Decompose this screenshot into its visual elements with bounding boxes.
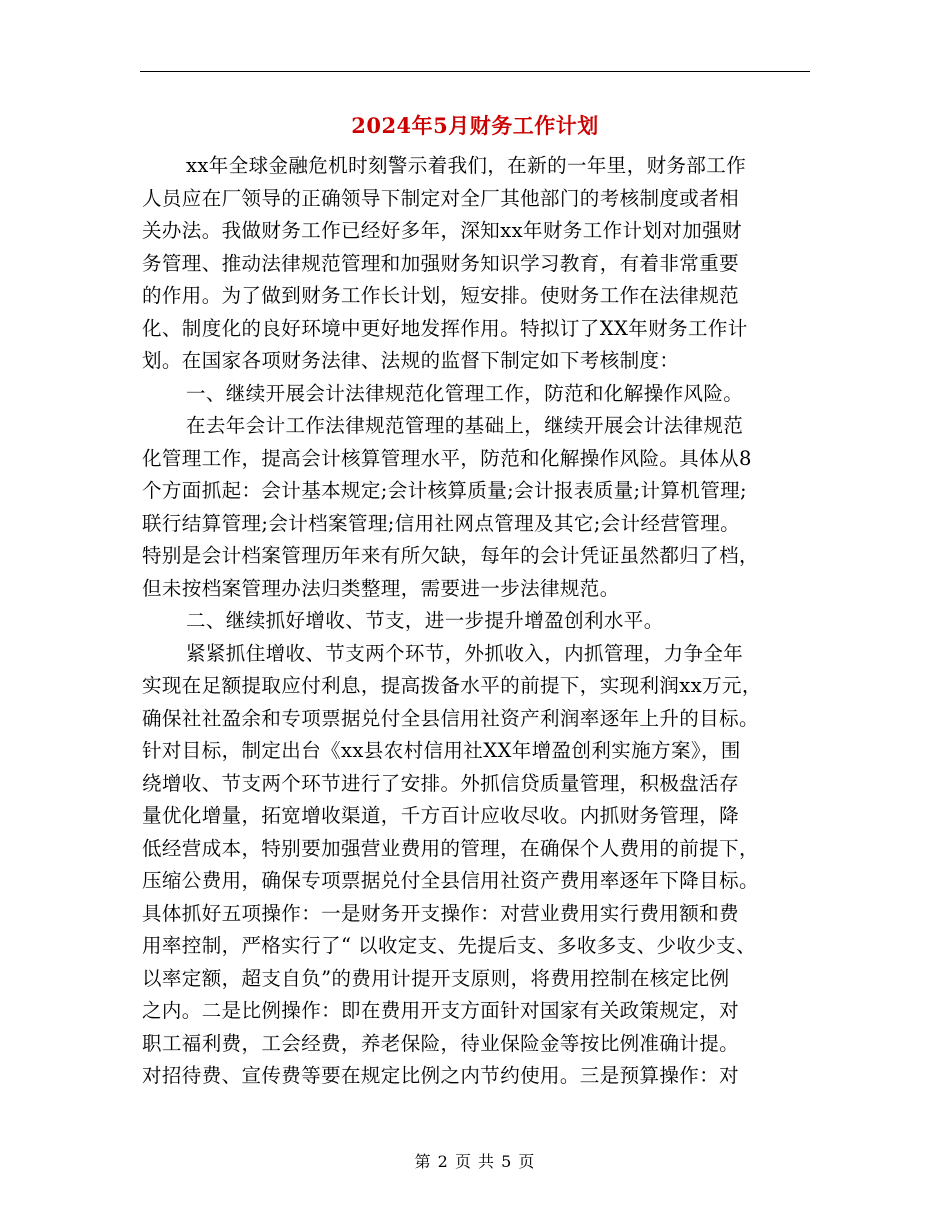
paragraph-line: 之内。二是比例操作：即在费用开支方面针对国家有关政策规定，对 [142,999,740,1022]
document-title: 2024年5月财务工作计划 [351,113,599,138]
paragraph-line: 但未按档案管理办法归类整理，需要进一步法律规范。 [142,576,620,600]
section-heading: 一、继续开展会计法律规范化管理工作，防范和化解操作风险。 [186,381,744,405]
paragraph-line: 确保社社盈余和专项票据兑付全县信用社资产利润率逐年上升的目标。 [142,706,759,730]
paragraph-line: 低经营成本，特别要加强营业费用的管理，在确保个人费用的前提下， [142,836,759,860]
paragraph-line: 的作用。为了做到财务工作长计划，短安排。使财务工作在法律规范 [142,284,740,307]
paragraph-line: 联行结算管理;会计档案管理;信用社网点管理及其它;会计经营管理。 [142,511,741,535]
paragraph-line: 职工福利费，工会经费，养老保险，待业保险金等按比例准确计提。 [142,1031,740,1055]
paragraph-line: 量优化增量，拓宽增收渠道，千方百计应收尽收。内抓财务管理，降 [142,804,740,827]
paragraph-line: 实现在足额提取应付利息，提高拨备水平的前提下，实现利润xx万元， [142,674,762,697]
paragraph-line: 具体抓好五项操作：一是财务开支操作：对营业费用实行费用额和费 [142,901,740,925]
paragraph-line: 化管理工作，提高会计核算管理水平，防范和化解操作风险。具体从8 [142,446,752,470]
paragraph-line: 划。在国家各项财务法律、法规的监督下制定如下考核制度： [142,349,680,372]
paragraph-line: 在去年会计工作法律规范管理的基础上，继续开展会计法律规范 [186,414,744,437]
paragraph-line: 关办法。我做财务工作已经好多年，深知xx年财务工作计划对加强财 [142,219,742,242]
paragraph-line: 紧紧抓住增收、节支两个环节，外抓收入，内抓管理，力争全年 [186,641,744,665]
paragraph-line: 对招待费、宣传费等要在规定比例之内节约使用。三是预算操作：对 [142,1064,740,1087]
paragraph-line: 务管理、推动法律规范管理和加强财务知识学习教育，有着非常重要 [142,251,740,275]
page-footer: 第 2 页 共 5 页 [414,1152,536,1171]
paragraph-line: 压缩公费用，确保专项票据兑付全县信用社资产费用率逐年下降目标。 [142,869,759,892]
header-rule [140,71,810,72]
paragraph-line: 个方面抓起：会计基本规定;会计核算质量;会计报表质量;计算机管理; [142,479,747,502]
paragraph-line: 特别是会计档案管理历年来有所欠缺，每年的会计凭证虽然都归了档， [142,544,759,567]
paragraph-line: 化、制度化的良好环境中更好地发挥作用。特拟订了XX年财务工作计 [142,316,748,340]
paragraph-line: 以率定额，超支自负”的费用计提开支原则，将费用控制在核定比例 [142,966,730,990]
section-heading: 二、继续抓好增收、节支，进一步提升增盈创利水平。 [186,609,664,632]
document-body [142,150,810,1093]
paragraph-line: 针对目标，制定出台《xx县农村信用社XX年增盈创利实施方案》，围 [142,739,741,762]
paragraph-line: 人员应在厂领导的正确领导下制定对全厂其他部门的考核制度或者相 [142,186,740,210]
paragraph-line: 绕增收、节支两个环节进行了安排。外抓信贷质量管理，积极盘活存 [142,771,740,795]
paragraph-line: 用率控制，严格实行了“ 以收定支、先提后支、多收多支、少收少支、 [142,934,756,957]
paragraph-line: xx年全球金融危机时刻警示着我们，在新的一年里，财务部工作 [186,154,747,177]
